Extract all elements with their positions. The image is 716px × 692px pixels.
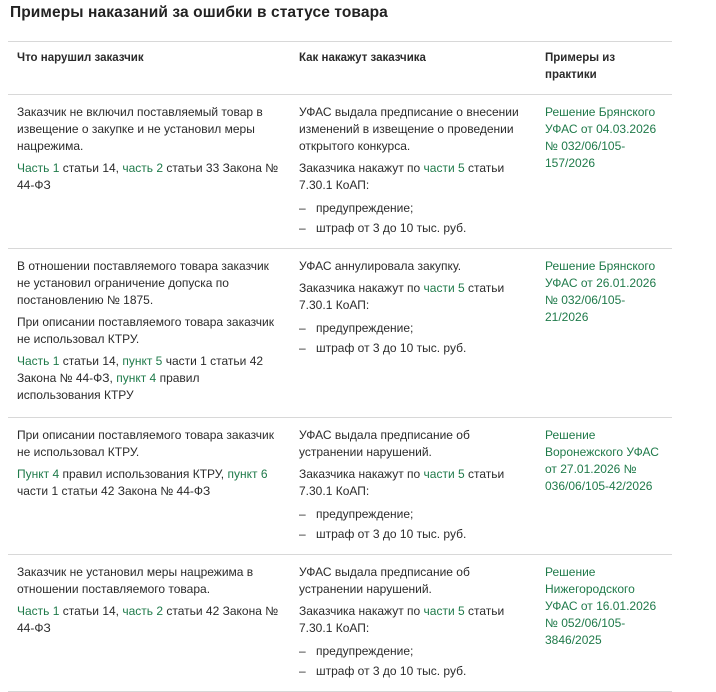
penalty-item: – штраф от 3 до 10 тыс. руб. <box>299 340 528 357</box>
law-link[interactable]: пункт 5 <box>122 354 163 368</box>
example-cell <box>536 418 672 555</box>
law-link[interactable]: Часть 1 <box>17 604 60 618</box>
example-cell <box>536 555 672 692</box>
koap-text: Заказчика накажут по <box>299 467 424 481</box>
law-link[interactable]: Часть 1 <box>17 161 60 175</box>
penalty-item: – предупреждение; <box>299 200 528 217</box>
penalty-list <box>299 506 528 543</box>
law-reference <box>17 466 282 500</box>
table-row <box>8 249 672 418</box>
koap-text: статьи 7.30.1 КоАП: <box>299 281 505 312</box>
penalty-list <box>299 643 528 680</box>
koap-text: Заказчика накажут по <box>299 161 424 175</box>
violation-cell <box>8 555 290 692</box>
law-link[interactable]: пункт 6 <box>227 467 268 481</box>
law-link[interactable]: Пункт 4 <box>17 467 60 481</box>
koap-reference <box>299 280 528 314</box>
koap-text: статьи 7.30.1 КоАП: <box>299 161 505 192</box>
ufas-action: УФАС выдала предписание о внесении изменений в извещение о проведении открытого конкурса. <box>299 105 519 153</box>
table-body <box>8 95 672 692</box>
header-violation: Что нарушил заказчик <box>8 42 290 95</box>
case-link[interactable]: Решение Нижегородского УФАС от 16.01.2026 № 052/06/105-3846/2025 <box>545 565 657 647</box>
law-text: правил использования КТРУ, <box>59 467 228 481</box>
law-reference <box>17 160 282 194</box>
law-text: статьи 14, <box>59 161 123 175</box>
law-text: статьи 33 Закона № 44-ФЗ <box>17 161 279 192</box>
case-link[interactable]: Решение Брянского УФАС от 26.01.2026 № 032/06/105-21/2026 <box>545 259 657 324</box>
violation-text: Заказчик не включил поставляемый товар в извещение о закупке и не установил меры нацрежима. <box>17 105 263 153</box>
law-text: правил использования КТРУ <box>17 371 200 402</box>
violation-cell <box>8 418 290 555</box>
koap-text: статьи 7.30.1 КоАП: <box>299 604 505 635</box>
punishment-cell <box>290 249 536 418</box>
violation-cell <box>8 95 290 249</box>
punishment-cell <box>290 95 536 249</box>
punishment-cell <box>290 555 536 692</box>
koap-reference <box>299 160 528 194</box>
law-link[interactable]: часть 2 <box>122 604 164 618</box>
example-cell <box>536 95 672 249</box>
law-link[interactable]: часть 2 <box>122 161 164 175</box>
koap-text: Заказчика накажут по <box>299 604 424 618</box>
law-text: статьи 14, <box>59 354 123 368</box>
table-header-row <box>8 42 672 95</box>
koap-link[interactable]: части 5 <box>423 467 465 481</box>
ufas-action: УФАС выдала предписание об устранении нарушений. <box>299 428 470 459</box>
table-row <box>8 418 672 555</box>
koap-reference <box>299 603 528 637</box>
header-punishment: Как накажут заказчика <box>290 42 536 95</box>
case-link[interactable]: Решение Воронежского УФАС от 27.01.2026 № 036/06/105-42/2026 <box>545 428 659 493</box>
law-reference <box>17 353 282 404</box>
law-text: части 1 статьи 42 Закона № 44-ФЗ <box>17 484 211 498</box>
law-text: статьи 42 Закона № 44-ФЗ <box>17 604 279 635</box>
law-link[interactable]: Часть 1 <box>17 354 60 368</box>
violation-text: При описании поставляемого товара заказчик не использовал КТРУ. <box>17 428 274 459</box>
table-row <box>8 95 672 249</box>
law-text: статьи 14, <box>59 604 123 618</box>
penalty-item: – предупреждение; <box>299 643 528 660</box>
example-cell <box>536 249 672 418</box>
koap-link[interactable]: части 5 <box>423 604 465 618</box>
penalty-item: – предупреждение; <box>299 320 528 337</box>
koap-reference <box>299 466 528 500</box>
penalty-item: – предупреждение; <box>299 506 528 523</box>
header-examples: Примеры из практики <box>536 42 672 95</box>
law-link[interactable]: пункт 4 <box>116 371 157 385</box>
koap-text: Заказчика накажут по <box>299 281 424 295</box>
law-text: части 1 статьи 42 Закона № 44-ФЗ, <box>17 354 264 385</box>
penalty-list <box>299 320 528 357</box>
violation-text: Заказчик не установил меры нацрежима в отношении поставляемого товара. <box>17 565 254 596</box>
ufas-action: УФАС выдала предписание об устранении нарушений. <box>299 565 470 596</box>
penalty-item: – штраф от 3 до 10 тыс. руб. <box>299 663 528 680</box>
penalties-table <box>8 41 672 692</box>
penalty-item: – штраф от 3 до 10 тыс. руб. <box>299 220 528 237</box>
ufas-action: УФАС аннулировала закупку. <box>299 259 462 273</box>
violation-cell <box>8 249 290 418</box>
koap-text: статьи 7.30.1 КоАП: <box>299 467 505 498</box>
koap-link[interactable]: части 5 <box>423 161 465 175</box>
punishment-cell <box>290 418 536 555</box>
penalty-list <box>299 200 528 237</box>
table-row <box>8 555 672 692</box>
penalty-item: – штраф от 3 до 10 тыс. руб. <box>299 526 528 543</box>
page-title: Примеры наказаний за ошибки в статусе товара <box>10 4 388 21</box>
case-link[interactable]: Решение Брянского УФАС от 04.03.2026 № 032/06/105-157/2026 <box>545 105 657 170</box>
violation-text-extra: При описании поставляемого товара заказчик не использовал КТРУ. <box>17 315 274 346</box>
koap-link[interactable]: части 5 <box>423 281 465 295</box>
law-reference <box>17 603 282 637</box>
violation-text: В отношении поставляемого товара заказчик не установил ограничение допуска по постановлению № 1875. <box>17 259 269 307</box>
